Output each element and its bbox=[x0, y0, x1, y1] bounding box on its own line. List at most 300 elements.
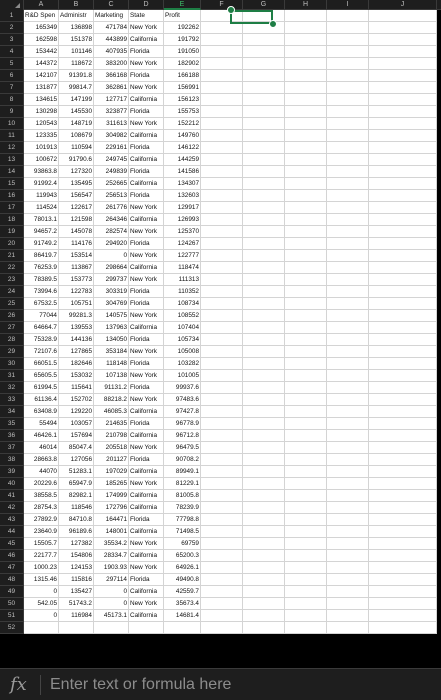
table-cell[interactable]: 304982 bbox=[94, 130, 129, 142]
table-cell[interactable]: 135495 bbox=[59, 178, 94, 190]
empty-cell[interactable] bbox=[243, 202, 285, 214]
empty-cell[interactable] bbox=[369, 58, 437, 70]
empty-cell[interactable] bbox=[243, 502, 285, 514]
table-cell[interactable]: 151378 bbox=[59, 34, 94, 46]
empty-cell[interactable] bbox=[285, 166, 327, 178]
table-cell[interactable]: New York bbox=[129, 538, 164, 550]
empty-cell[interactable] bbox=[285, 562, 327, 574]
table-cell[interactable]: Florida bbox=[129, 334, 164, 346]
empty-cell[interactable] bbox=[369, 622, 437, 634]
empty-cell[interactable] bbox=[201, 118, 243, 130]
empty-cell[interactable] bbox=[201, 502, 243, 514]
empty-cell[interactable] bbox=[201, 142, 243, 154]
table-cell[interactable]: 120543 bbox=[24, 118, 59, 130]
table-cell[interactable]: New York bbox=[129, 478, 164, 490]
table-cell[interactable]: 99281.3 bbox=[59, 310, 94, 322]
empty-cell[interactable] bbox=[243, 70, 285, 82]
table-cell[interactable]: 153773 bbox=[59, 274, 94, 286]
empty-cell[interactable] bbox=[285, 490, 327, 502]
table-cell[interactable]: Florida bbox=[129, 238, 164, 250]
row-number[interactable]: 30 bbox=[0, 358, 24, 370]
empty-cell[interactable] bbox=[327, 442, 369, 454]
empty-cell[interactable] bbox=[201, 298, 243, 310]
empty-cell[interactable] bbox=[285, 106, 327, 118]
table-cell[interactable]: 111313 bbox=[164, 274, 201, 286]
empty-cell[interactable] bbox=[285, 262, 327, 274]
empty-cell[interactable] bbox=[327, 154, 369, 166]
empty-cell[interactable] bbox=[285, 526, 327, 538]
empty-cell[interactable] bbox=[243, 538, 285, 550]
table-cell[interactable]: California bbox=[129, 214, 164, 226]
empty-cell[interactable] bbox=[285, 334, 327, 346]
table-cell[interactable]: 153514 bbox=[59, 250, 94, 262]
table-cell[interactable]: 27892.9 bbox=[24, 514, 59, 526]
table-cell[interactable]: 63408.9 bbox=[24, 406, 59, 418]
table-cell[interactable]: 297114 bbox=[94, 574, 129, 586]
table-cell[interactable]: 110352 bbox=[164, 286, 201, 298]
empty-cell[interactable] bbox=[129, 622, 164, 634]
row-number[interactable]: 20 bbox=[0, 238, 24, 250]
table-cell[interactable]: 46014 bbox=[24, 442, 59, 454]
table-cell[interactable]: 182902 bbox=[164, 58, 201, 70]
table-cell[interactable]: 282574 bbox=[94, 226, 129, 238]
empty-cell[interactable] bbox=[369, 274, 437, 286]
table-cell[interactable]: 294920 bbox=[94, 238, 129, 250]
table-cell[interactable]: 86419.7 bbox=[24, 250, 59, 262]
empty-cell[interactable] bbox=[201, 430, 243, 442]
row-number[interactable]: 28 bbox=[0, 334, 24, 346]
table-cell[interactable]: 134615 bbox=[24, 94, 59, 106]
table-cell[interactable]: 124267 bbox=[164, 238, 201, 250]
table-cell[interactable]: California bbox=[129, 502, 164, 514]
empty-cell[interactable] bbox=[327, 562, 369, 574]
empty-cell[interactable] bbox=[201, 610, 243, 622]
row-number[interactable]: 48 bbox=[0, 574, 24, 586]
empty-cell[interactable] bbox=[327, 106, 369, 118]
table-cell[interactable]: California bbox=[129, 262, 164, 274]
table-cell[interactable]: 137963 bbox=[94, 322, 129, 334]
empty-cell[interactable] bbox=[243, 346, 285, 358]
table-cell[interactable]: 130298 bbox=[24, 106, 59, 118]
empty-cell[interactable] bbox=[285, 286, 327, 298]
table-cell[interactable]: 96189.6 bbox=[59, 526, 94, 538]
empty-cell[interactable] bbox=[327, 10, 369, 22]
row-number[interactable]: 11 bbox=[0, 130, 24, 142]
table-cell[interactable]: New York bbox=[129, 250, 164, 262]
empty-cell[interactable] bbox=[285, 358, 327, 370]
table-cell[interactable]: 366168 bbox=[94, 70, 129, 82]
table-cell[interactable]: 156547 bbox=[59, 190, 94, 202]
table-cell[interactable]: 164471 bbox=[94, 514, 129, 526]
empty-cell[interactable] bbox=[369, 190, 437, 202]
row-number[interactable]: 2 bbox=[0, 22, 24, 34]
empty-cell[interactable] bbox=[327, 526, 369, 538]
table-cell[interactable]: 191792 bbox=[164, 34, 201, 46]
table-cell[interactable]: 205518 bbox=[94, 442, 129, 454]
table-cell[interactable]: 157694 bbox=[59, 430, 94, 442]
empty-cell[interactable] bbox=[369, 106, 437, 118]
row-number[interactable]: 49 bbox=[0, 586, 24, 598]
empty-cell[interactable] bbox=[327, 130, 369, 142]
empty-cell[interactable] bbox=[327, 394, 369, 406]
empty-cell[interactable] bbox=[369, 238, 437, 250]
empty-cell[interactable] bbox=[243, 226, 285, 238]
empty-cell[interactable] bbox=[369, 346, 437, 358]
empty-cell[interactable] bbox=[201, 526, 243, 538]
empty-cell[interactable] bbox=[201, 274, 243, 286]
table-cell[interactable]: Florida bbox=[129, 286, 164, 298]
table-cell[interactable]: 0 bbox=[94, 250, 129, 262]
empty-cell[interactable] bbox=[369, 394, 437, 406]
empty-cell[interactable] bbox=[201, 358, 243, 370]
empty-cell[interactable] bbox=[327, 46, 369, 58]
table-cell[interactable]: 153032 bbox=[59, 370, 94, 382]
table-cell[interactable]: Florida bbox=[129, 166, 164, 178]
empty-cell[interactable] bbox=[285, 574, 327, 586]
table-cell[interactable]: 77798.8 bbox=[164, 514, 201, 526]
table-cell[interactable]: New York bbox=[129, 202, 164, 214]
empty-cell[interactable] bbox=[285, 22, 327, 34]
table-cell[interactable]: 75328.9 bbox=[24, 334, 59, 346]
table-cell[interactable]: New York bbox=[129, 442, 164, 454]
empty-cell[interactable] bbox=[59, 622, 94, 634]
row-number[interactable]: 26 bbox=[0, 310, 24, 322]
empty-cell[interactable] bbox=[369, 202, 437, 214]
empty-cell[interactable] bbox=[285, 118, 327, 130]
empty-cell[interactable] bbox=[243, 274, 285, 286]
table-cell[interactable]: 85047.4 bbox=[59, 442, 94, 454]
empty-cell[interactable] bbox=[327, 334, 369, 346]
table-cell[interactable]: California bbox=[129, 322, 164, 334]
empty-cell[interactable] bbox=[201, 478, 243, 490]
table-cell[interactable]: 201127 bbox=[94, 454, 129, 466]
row-number[interactable]: 1 bbox=[0, 10, 24, 22]
table-cell[interactable]: 154806 bbox=[59, 550, 94, 562]
empty-cell[interactable] bbox=[369, 550, 437, 562]
empty-cell[interactable] bbox=[201, 322, 243, 334]
table-cell[interactable]: 139553 bbox=[59, 322, 94, 334]
table-cell[interactable]: 82982.1 bbox=[59, 490, 94, 502]
table-cell[interactable]: 42559.7 bbox=[164, 586, 201, 598]
table-cell[interactable]: 91790.6 bbox=[59, 154, 94, 166]
row-number[interactable]: 46 bbox=[0, 550, 24, 562]
table-cell[interactable]: 136898 bbox=[59, 22, 94, 34]
column-header-c[interactable]: C bbox=[94, 0, 129, 10]
empty-cell[interactable] bbox=[243, 106, 285, 118]
row-number[interactable]: 31 bbox=[0, 370, 24, 382]
empty-cell[interactable] bbox=[201, 466, 243, 478]
empty-cell[interactable] bbox=[201, 454, 243, 466]
row-number[interactable]: 32 bbox=[0, 382, 24, 394]
empty-cell[interactable] bbox=[327, 34, 369, 46]
row-number[interactable]: 21 bbox=[0, 250, 24, 262]
table-cell[interactable]: 471784 bbox=[94, 22, 129, 34]
column-header-a[interactable]: A bbox=[24, 0, 59, 10]
table-cell[interactable]: 299737 bbox=[94, 274, 129, 286]
table-cell[interactable]: 145078 bbox=[59, 226, 94, 238]
table-cell[interactable]: 134307 bbox=[164, 178, 201, 190]
row-number[interactable]: 34 bbox=[0, 406, 24, 418]
row-number[interactable]: 42 bbox=[0, 502, 24, 514]
table-cell[interactable]: 131877 bbox=[24, 82, 59, 94]
row-number[interactable]: 19 bbox=[0, 226, 24, 238]
table-cell[interactable]: 64926.1 bbox=[164, 562, 201, 574]
table-cell[interactable]: 256513 bbox=[94, 190, 129, 202]
table-cell[interactable]: Florida bbox=[129, 298, 164, 310]
empty-cell[interactable] bbox=[201, 130, 243, 142]
row-number[interactable]: 6 bbox=[0, 70, 24, 82]
table-cell[interactable]: 88218.2 bbox=[94, 394, 129, 406]
table-cell[interactable]: 77044 bbox=[24, 310, 59, 322]
empty-cell[interactable] bbox=[243, 550, 285, 562]
column-header-e[interactable]: E bbox=[164, 0, 201, 10]
table-cell[interactable]: 142107 bbox=[24, 70, 59, 82]
empty-cell[interactable] bbox=[327, 166, 369, 178]
table-cell[interactable]: 96778.9 bbox=[164, 418, 201, 430]
table-cell[interactable]: 35673.4 bbox=[164, 598, 201, 610]
empty-cell[interactable] bbox=[369, 154, 437, 166]
empty-cell[interactable] bbox=[369, 430, 437, 442]
table-cell[interactable]: 152212 bbox=[164, 118, 201, 130]
table-cell[interactable]: 90708.2 bbox=[164, 454, 201, 466]
empty-cell[interactable] bbox=[369, 310, 437, 322]
table-cell[interactable]: 118474 bbox=[164, 262, 201, 274]
empty-cell[interactable] bbox=[369, 142, 437, 154]
empty-cell[interactable] bbox=[327, 262, 369, 274]
empty-cell[interactable] bbox=[285, 274, 327, 286]
table-cell[interactable]: 114176 bbox=[59, 238, 94, 250]
empty-cell[interactable] bbox=[285, 442, 327, 454]
row-number[interactable]: 14 bbox=[0, 166, 24, 178]
table-cell[interactable]: 127717 bbox=[94, 94, 129, 106]
table-cell[interactable]: California bbox=[129, 154, 164, 166]
empty-cell[interactable] bbox=[369, 286, 437, 298]
empty-cell[interactable] bbox=[243, 622, 285, 634]
row-number[interactable]: 27 bbox=[0, 322, 24, 334]
table-cell[interactable]: 45173.1 bbox=[94, 610, 129, 622]
table-cell[interactable]: 113867 bbox=[59, 262, 94, 274]
empty-cell[interactable] bbox=[285, 82, 327, 94]
empty-cell[interactable] bbox=[243, 574, 285, 586]
table-cell[interactable]: 303319 bbox=[94, 286, 129, 298]
empty-cell[interactable] bbox=[243, 442, 285, 454]
table-cell[interactable]: 115816 bbox=[59, 574, 94, 586]
table-cell[interactable]: California bbox=[129, 34, 164, 46]
row-number[interactable]: 18 bbox=[0, 214, 24, 226]
table-cell[interactable]: 155753 bbox=[164, 106, 201, 118]
empty-cell[interactable] bbox=[369, 178, 437, 190]
empty-cell[interactable] bbox=[243, 190, 285, 202]
table-cell[interactable]: California bbox=[129, 490, 164, 502]
table-cell[interactable]: 51743.2 bbox=[59, 598, 94, 610]
empty-cell[interactable] bbox=[243, 430, 285, 442]
table-cell[interactable]: 81005.8 bbox=[164, 490, 201, 502]
table-cell[interactable]: California bbox=[129, 550, 164, 562]
row-number[interactable]: 23 bbox=[0, 274, 24, 286]
empty-cell[interactable] bbox=[327, 286, 369, 298]
empty-cell[interactable] bbox=[243, 490, 285, 502]
empty-cell[interactable] bbox=[243, 82, 285, 94]
table-cell[interactable]: 261776 bbox=[94, 202, 129, 214]
table-cell[interactable]: 144259 bbox=[164, 154, 201, 166]
table-cell[interactable]: 353184 bbox=[94, 346, 129, 358]
empty-cell[interactable] bbox=[285, 310, 327, 322]
empty-cell[interactable] bbox=[201, 82, 243, 94]
column-header-d[interactable]: D bbox=[129, 0, 164, 10]
empty-cell[interactable] bbox=[327, 190, 369, 202]
row-number[interactable]: 37 bbox=[0, 442, 24, 454]
empty-cell[interactable] bbox=[369, 322, 437, 334]
empty-cell[interactable] bbox=[243, 34, 285, 46]
empty-cell[interactable] bbox=[369, 118, 437, 130]
table-cell[interactable]: 229161 bbox=[94, 142, 129, 154]
table-cell[interactable]: 125370 bbox=[164, 226, 201, 238]
table-cell[interactable]: 35534.2 bbox=[94, 538, 129, 550]
empty-cell[interactable] bbox=[327, 214, 369, 226]
table-cell[interactable]: 14681.4 bbox=[164, 610, 201, 622]
empty-cell[interactable] bbox=[327, 382, 369, 394]
empty-cell[interactable] bbox=[369, 490, 437, 502]
row-number[interactable]: 51 bbox=[0, 610, 24, 622]
table-cell[interactable]: 152702 bbox=[59, 394, 94, 406]
empty-cell[interactable] bbox=[243, 10, 285, 22]
table-cell[interactable]: 69759 bbox=[164, 538, 201, 550]
table-cell[interactable]: 101913 bbox=[24, 142, 59, 154]
empty-cell[interactable] bbox=[243, 466, 285, 478]
table-cell[interactable]: 108552 bbox=[164, 310, 201, 322]
empty-cell[interactable] bbox=[285, 538, 327, 550]
table-cell[interactable]: New York bbox=[129, 226, 164, 238]
empty-cell[interactable] bbox=[369, 46, 437, 58]
table-cell[interactable]: California bbox=[129, 466, 164, 478]
empty-cell[interactable] bbox=[327, 82, 369, 94]
empty-cell[interactable] bbox=[201, 442, 243, 454]
table-cell[interactable]: 118546 bbox=[59, 502, 94, 514]
empty-cell[interactable] bbox=[369, 514, 437, 526]
table-cell[interactable]: 0 bbox=[24, 586, 59, 598]
empty-cell[interactable] bbox=[285, 394, 327, 406]
table-cell[interactable]: 264346 bbox=[94, 214, 129, 226]
table-cell[interactable]: 132603 bbox=[164, 190, 201, 202]
table-cell[interactable]: 122617 bbox=[59, 202, 94, 214]
table-cell[interactable]: New York bbox=[129, 310, 164, 322]
empty-cell[interactable] bbox=[24, 622, 59, 634]
table-cell[interactable]: Florida bbox=[129, 46, 164, 58]
empty-cell[interactable] bbox=[243, 394, 285, 406]
table-cell[interactable]: 249839 bbox=[94, 166, 129, 178]
table-cell[interactable]: 123335 bbox=[24, 130, 59, 142]
table-cell[interactable]: 443899 bbox=[94, 34, 129, 46]
table-cell[interactable]: California bbox=[129, 178, 164, 190]
empty-cell[interactable] bbox=[285, 130, 327, 142]
empty-cell[interactable] bbox=[327, 202, 369, 214]
table-cell[interactable]: 72107.6 bbox=[24, 346, 59, 358]
empty-cell[interactable] bbox=[369, 130, 437, 142]
table-cell[interactable]: 107138 bbox=[94, 370, 129, 382]
table-cell[interactable]: 108734 bbox=[164, 298, 201, 310]
empty-cell[interactable] bbox=[201, 190, 243, 202]
table-cell[interactable]: 108679 bbox=[59, 130, 94, 142]
row-number[interactable]: 12 bbox=[0, 142, 24, 154]
empty-cell[interactable] bbox=[369, 478, 437, 490]
table-cell[interactable]: 101005 bbox=[164, 370, 201, 382]
empty-cell[interactable] bbox=[285, 226, 327, 238]
table-cell[interactable]: New York bbox=[129, 118, 164, 130]
empty-cell[interactable] bbox=[201, 166, 243, 178]
table-cell[interactable]: 97427.8 bbox=[164, 406, 201, 418]
empty-cell[interactable] bbox=[243, 178, 285, 190]
empty-cell[interactable] bbox=[201, 22, 243, 34]
empty-cell[interactable] bbox=[285, 214, 327, 226]
empty-cell[interactable] bbox=[285, 382, 327, 394]
empty-cell[interactable] bbox=[201, 226, 243, 238]
table-cell[interactable]: 107404 bbox=[164, 322, 201, 334]
table-cell[interactable]: 93863.8 bbox=[24, 166, 59, 178]
empty-cell[interactable] bbox=[327, 610, 369, 622]
empty-cell[interactable] bbox=[201, 346, 243, 358]
table-cell[interactable]: New York bbox=[129, 598, 164, 610]
empty-cell[interactable] bbox=[327, 346, 369, 358]
table-cell[interactable]: 49490.8 bbox=[164, 574, 201, 586]
table-cell[interactable]: 99814.7 bbox=[59, 82, 94, 94]
empty-cell[interactable] bbox=[327, 118, 369, 130]
table-cell[interactable]: 89949.1 bbox=[164, 466, 201, 478]
empty-cell[interactable] bbox=[327, 94, 369, 106]
table-cell[interactable]: 103282 bbox=[164, 358, 201, 370]
header-cell[interactable]: Profit bbox=[164, 10, 201, 22]
empty-cell[interactable] bbox=[201, 574, 243, 586]
empty-cell[interactable] bbox=[285, 298, 327, 310]
table-cell[interactable]: California bbox=[129, 526, 164, 538]
empty-cell[interactable] bbox=[243, 610, 285, 622]
table-cell[interactable]: 91391.8 bbox=[59, 70, 94, 82]
empty-cell[interactable] bbox=[285, 94, 327, 106]
column-header-i[interactable]: I bbox=[327, 0, 369, 10]
table-cell[interactable]: 101146 bbox=[59, 46, 94, 58]
empty-cell[interactable] bbox=[369, 358, 437, 370]
empty-cell[interactable] bbox=[369, 538, 437, 550]
row-number[interactable]: 22 bbox=[0, 262, 24, 274]
empty-cell[interactable] bbox=[201, 250, 243, 262]
table-cell[interactable]: 51283.1 bbox=[59, 466, 94, 478]
table-cell[interactable]: New York bbox=[129, 562, 164, 574]
table-cell[interactable]: 61994.5 bbox=[24, 382, 59, 394]
row-number[interactable]: 35 bbox=[0, 418, 24, 430]
table-cell[interactable]: California bbox=[129, 94, 164, 106]
table-cell[interactable]: 210798 bbox=[94, 430, 129, 442]
table-cell[interactable]: New York bbox=[129, 22, 164, 34]
table-cell[interactable]: 311613 bbox=[94, 118, 129, 130]
column-header-f[interactable]: F bbox=[201, 0, 243, 10]
empty-cell[interactable] bbox=[243, 358, 285, 370]
table-cell[interactable]: 64664.7 bbox=[24, 322, 59, 334]
table-cell[interactable]: 97483.6 bbox=[164, 394, 201, 406]
empty-cell[interactable] bbox=[369, 442, 437, 454]
empty-cell[interactable] bbox=[327, 322, 369, 334]
empty-cell[interactable] bbox=[327, 226, 369, 238]
empty-cell[interactable] bbox=[243, 526, 285, 538]
table-cell[interactable]: 66051.5 bbox=[24, 358, 59, 370]
table-cell[interactable]: 65200.3 bbox=[164, 550, 201, 562]
table-cell[interactable]: 383200 bbox=[94, 58, 129, 70]
empty-cell[interactable] bbox=[285, 70, 327, 82]
empty-cell[interactable] bbox=[285, 154, 327, 166]
empty-cell[interactable] bbox=[369, 82, 437, 94]
empty-cell[interactable] bbox=[201, 94, 243, 106]
table-cell[interactable]: 148719 bbox=[59, 118, 94, 130]
table-cell[interactable]: New York bbox=[129, 370, 164, 382]
empty-cell[interactable] bbox=[243, 562, 285, 574]
